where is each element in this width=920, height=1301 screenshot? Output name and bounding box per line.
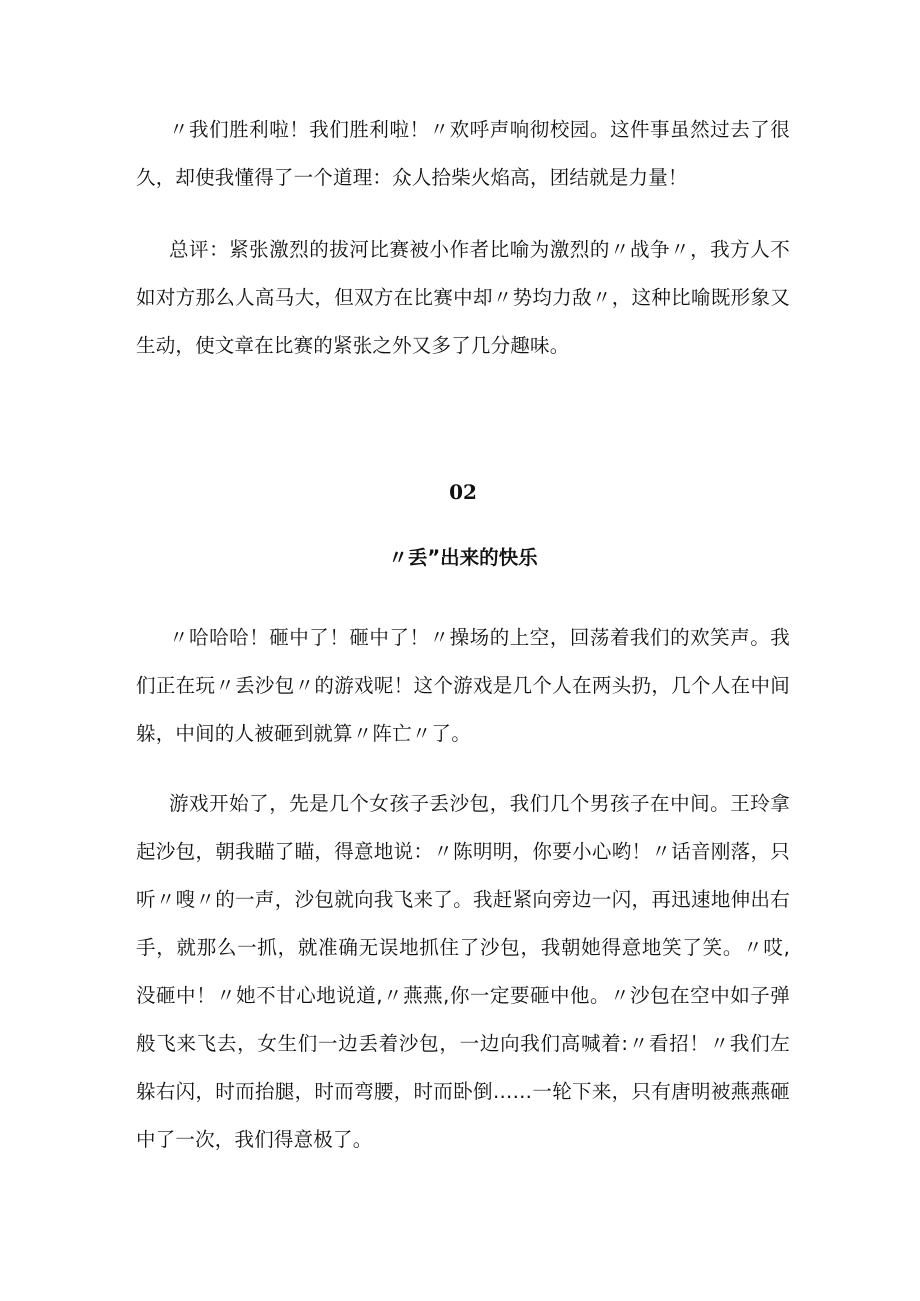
paragraph-game-play: 游戏开始了，先是几个女孩子丢沙包，我们几个男孩子在中间。王玲拿起沙包，朝我瞄了瞄，得意地说：〃陈明明，你要小心哟！〃话音刚落，只听〃嗖〃的一声，沙包就向我飞来了。我赶紧向旁边一闪，再迅速地伸出右手，就那么一抓，就准确无误地抓住了沙包，我朝她得意地笑了笑。〃哎,没砸中！〃她不甘心地说道,〃燕燕,你一定要砸中他。〃沙包在空中如子弹般飞来飞去，女生们一边丢着沙包，一边向我们高喊着:〃看招！〃我们左躲右闪，时而抬腿，时而弯腰，时而卧倒……一轮下来，只有唐明被燕燕砸中了一次，我们得意极了。	[136, 792, 790, 1151]
paragraph-game-intro: 〃哈哈哈！砸中了！砸中了！〃操场的上空，回荡着我们的欢笑声。我们正在玩〃丢沙包〃的游戏呢！这个游戏是几个人在两头扔，几个人在中间躲，中间的人被砸到就算〃阵亡〃了。	[136, 626, 790, 745]
paragraph-victory: 〃我们胜利啦！我们胜利啦！〃欢呼声响彻校园。这件事虽然过去了很久，却使我懂得了一个道理：众人拾柴火焰高，团结就是力量！	[136, 118, 790, 189]
paragraph-review: 总评：紧张激烈的拔河比赛被小作者比喻为激烈的〃战争〃，我方人不如对方那么人高马大，但双方在比赛中却〃势均力敌〃，这种比喻既形象又生动，使文章在比赛的紧张之外又多了几分趣味。	[136, 238, 790, 357]
section-number: 02	[449, 480, 477, 504]
section-title: 〃丢”出来的快乐	[388, 546, 538, 569]
